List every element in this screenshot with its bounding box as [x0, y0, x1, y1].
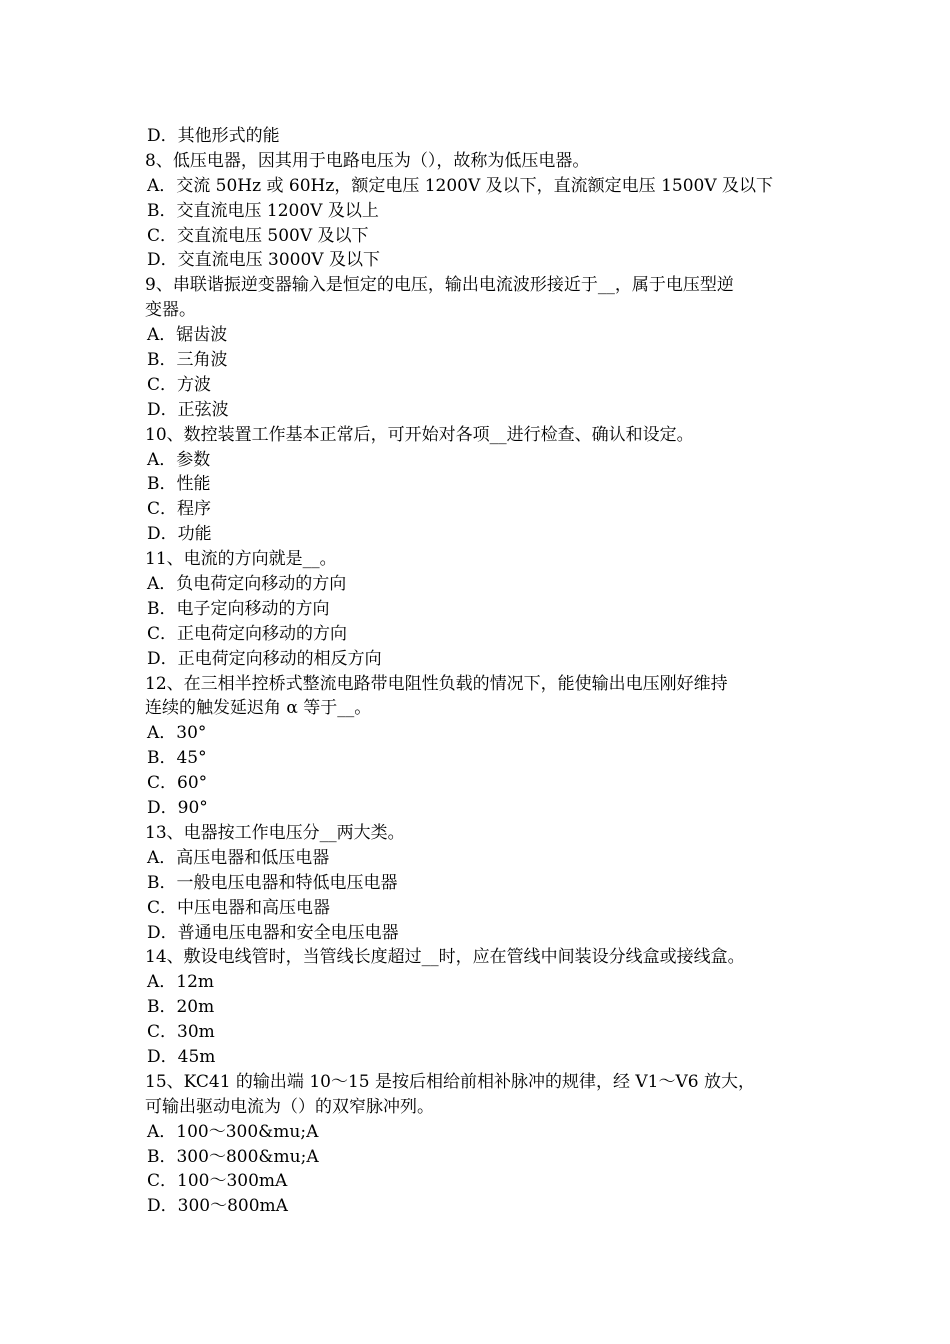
answer-option: C．100～300mA — [147, 1171, 288, 1192]
answer-option: A．交流 50Hz 或 60Hz，额定电压 1200V 及以下，直流额定电压 1500V 及以下 — [147, 175, 774, 196]
answer-option: D．45m — [147, 1046, 216, 1067]
answer-option: A．高压电器和低压电器 — [147, 847, 330, 868]
question-text: 变器。 — [145, 300, 196, 321]
answer-option: A．参数 — [147, 449, 211, 470]
answer-option: D．300～800mA — [147, 1196, 288, 1217]
question-text: 13、电器按工作电压分__两大类。 — [145, 822, 405, 843]
answer-option: A．30° — [147, 723, 207, 744]
answer-option: B．性能 — [147, 474, 211, 495]
answer-option: C．程序 — [147, 499, 212, 520]
question-text: 连续的触发延迟角 α 等于__。 — [145, 698, 372, 719]
question-text: 12、在三相半控桥式整流电路带电阻性负载的情况下，能使输出电压刚好维持 — [145, 673, 728, 694]
answer-option: B．交直流电压 1200V 及以上 — [147, 200, 379, 221]
answer-option: C．30m — [147, 1022, 215, 1043]
answer-option: A．锯齿波 — [147, 325, 228, 346]
answer-option: A．12m — [147, 972, 215, 993]
question-text: 14、敷设电线管时，当管线长度超过__时，应在管线中间装设分线盒或接线盒。 — [145, 947, 745, 968]
answer-option: B．300～800&mu;A — [147, 1146, 319, 1167]
answer-option: A．负电荷定向移动的方向 — [147, 574, 347, 595]
answer-option: D．其他形式的能 — [147, 126, 280, 146]
question-text: 8、低压电器，因其用于电路电压为（），故称为低压电器。 — [145, 150, 590, 171]
question-text: 9、串联谐振逆变器输入是恒定的电压，输出电流波形接近于__，属于电压型逆 — [145, 275, 734, 296]
answer-option: B．45° — [147, 748, 207, 769]
answer-option: A．100～300&mu;A — [147, 1121, 319, 1142]
question-text: 10、数控装置工作基本正常后，可开始对各项__进行检查、确认和设定。 — [145, 424, 694, 445]
answer-option: D．功能 — [147, 524, 212, 545]
answer-option: B．一般电压电器和特低电压电器 — [147, 872, 398, 893]
answer-option: C．60° — [147, 773, 208, 794]
answer-option: D．正电荷定向移动的相反方向 — [147, 648, 382, 669]
answer-option: D．正弦波 — [147, 399, 229, 420]
answer-option: D．交直流电压 3000V 及以下 — [147, 250, 380, 271]
answer-option: B．20m — [147, 997, 215, 1018]
question-text: 11、电流的方向就是__。 — [145, 549, 337, 570]
question-list — [0, 124, 950, 1219]
question-text: 15、KC41 的输出端 10～15 是按后相给前相补脉冲的规律，经 V1～V6 放大， — [145, 1071, 755, 1092]
answer-option: C．方波 — [147, 374, 212, 395]
answer-option: C．交直流电压 500V 及以下 — [147, 225, 369, 246]
answer-option: C．中压电器和高压电器 — [147, 897, 331, 918]
answer-option: B．电子定向移动的方向 — [147, 598, 330, 619]
answer-option: D．90° — [147, 798, 208, 819]
answer-option: B．三角波 — [147, 350, 228, 371]
answer-option: D．普通电压电器和安全电压电器 — [147, 922, 399, 943]
answer-option: C．正电荷定向移动的方向 — [147, 623, 348, 644]
question-text: 可输出驱动电流为（）的双窄脉冲列。 — [145, 1096, 434, 1117]
